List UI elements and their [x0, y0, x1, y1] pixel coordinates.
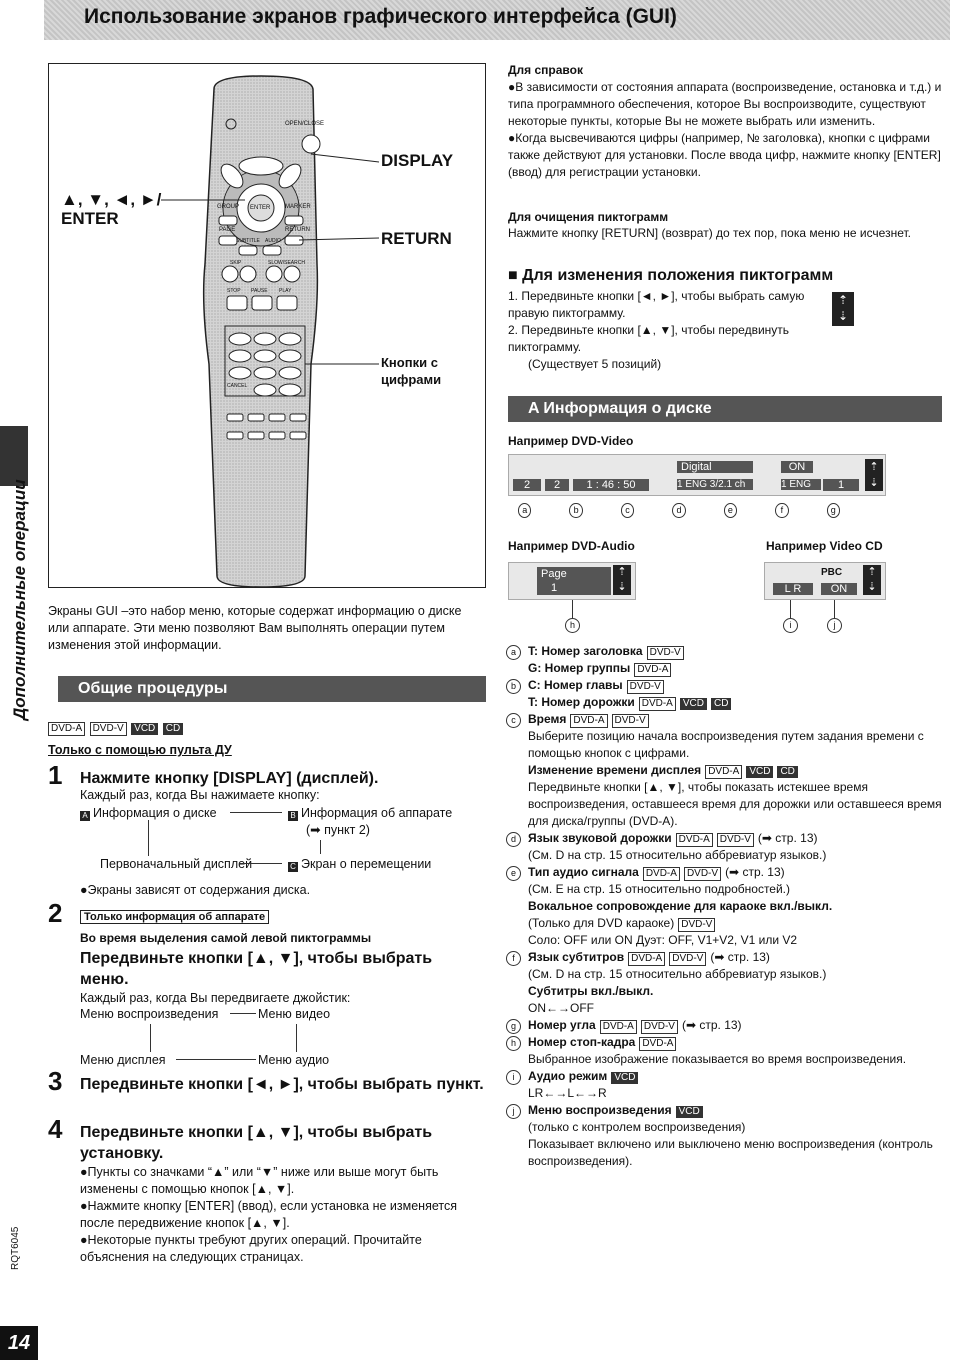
item-line: (См. D на стр. 15 относительно аббревиатур языков.) [528, 848, 827, 862]
badge: DVD-A [639, 1037, 676, 1051]
arrow-line [176, 1059, 256, 1060]
item-line: Язык звуковой дорожки DVD-A DVD-V (➡ стр. 13) [528, 831, 818, 845]
badge: DVD-A [570, 714, 607, 728]
item-mark: c [506, 713, 521, 728]
enter-callout: ENTER [61, 209, 119, 228]
item-mark: e [506, 866, 521, 881]
step-2-each: Каждый раз, когда Вы передвигаете джойстик: [80, 991, 351, 1005]
badge: CD [163, 723, 183, 735]
badge: DVD-A [600, 1020, 637, 1034]
remote-only-note: Только с помощью пульта ДУ [48, 743, 232, 757]
badge: DVD-V [90, 722, 127, 736]
badge: VCD [676, 1106, 703, 1118]
arrow-line [296, 1024, 297, 1052]
callout: j [827, 618, 842, 633]
item-line: Тип аудио сигнала DVD-A DVD-V (➡ стр. 13) [528, 865, 785, 879]
cycle-initial: Первоначальный дисплей [100, 857, 253, 871]
label-b-icon: B [288, 811, 298, 821]
osd-dvdv [508, 454, 886, 496]
step-1-title: Нажмите кнопку [DISPLAY] (дисплей). [80, 770, 379, 787]
badge: DVD-A [628, 952, 665, 966]
step-3-number: 3 [48, 1066, 63, 1096]
remote-audio-label: AUDIO [265, 238, 281, 244]
callout: d [672, 503, 685, 518]
badge: CD [777, 766, 797, 778]
item-h [506, 1034, 942, 1068]
item-c [506, 711, 942, 830]
page-number: 14 [0, 1326, 38, 1360]
item-g [506, 1017, 942, 1034]
remote-group-label: GROUP [217, 204, 240, 210]
move-step: 2. Передвиньте кнопки [▲, ▼], чтобы передвинуть пиктограмму. [508, 323, 790, 354]
badge: DVD-V [641, 1020, 678, 1034]
arrow-line [150, 1024, 151, 1052]
badge: VCD [746, 766, 773, 778]
reference-heading: Для справок [508, 63, 583, 77]
item-line: (См. D на стр. 15 относительно аббревиатур языков.) [528, 967, 827, 981]
item-line: Вокальное сопровождение для караоке вкл./выкл. [528, 899, 833, 913]
disc-info-items [506, 643, 942, 1170]
cycle-navigation: C Экран о перемещении [288, 856, 431, 873]
side-tab-marker [0, 426, 28, 486]
remote-stop-label: STOP [227, 288, 241, 294]
item-mark: a [506, 645, 521, 660]
remote-marker-label: MARKER [285, 204, 311, 210]
example-dvdv: Например DVD-Video [508, 434, 634, 448]
label-a-icon: A [80, 811, 90, 821]
item-line: Язык субтитров DVD-A DVD-V (➡ стр. 13) [528, 950, 770, 964]
osd-pbc-label: PBC [821, 567, 843, 578]
arrows-callout: ▲, ▼, ◄, ►/ [61, 190, 162, 209]
badge: DVD-A [639, 697, 676, 711]
osd-pbc-state: ON [821, 583, 857, 595]
return-callout: RETURN [381, 229, 452, 248]
item-line: Передвиньте кнопки [▲, ▼], чтобы показать истекшее время воспроизведения, оставшееся время для дорожки или оставшееся время для диска/группы (DVD-A). [528, 780, 942, 828]
badge: DVD-A [643, 867, 680, 881]
arrow-line [230, 812, 282, 813]
remote-cancel-label: CANCEL [227, 383, 248, 389]
step-1-note: ●Экраны зависят от содержания диска. [80, 883, 311, 897]
badge: DVD-V [678, 918, 715, 932]
reference-bullet: ●Когда высвечиваются цифры (например, № заголовка), кнопки с цифрами также действуют для установки. После ввода цифр, нажмите кнопку [ENTER] (ввод) для регистрации установки. [508, 131, 941, 179]
badge: DVD-A [634, 663, 671, 677]
osd-dvda [508, 562, 636, 600]
arrow-line [240, 863, 282, 864]
item-a [506, 643, 942, 677]
osd-angle: 1 [823, 479, 859, 491]
callout: g [827, 503, 840, 518]
osd-callouts [518, 503, 848, 518]
step-4-bullets [80, 1164, 484, 1266]
item-line: LR←→L←→R [528, 1086, 607, 1100]
step-4-title: Передвиньте кнопки [▲, ▼], чтобы выбрать установку. [80, 1124, 433, 1162]
callout-line [790, 600, 791, 618]
badge: VCD [131, 723, 158, 735]
move-steps [508, 288, 808, 373]
osd-vcd [764, 562, 886, 600]
clear-heading: Для очищения пиктограмм [508, 210, 669, 224]
clear-text: Нажмите кнопку [RETURN] (возврат) до тех пор, пока меню не исчезнет. [508, 226, 911, 240]
disc-info-header: A Информация о диске [508, 396, 942, 422]
badge: CD [711, 698, 731, 710]
badge: DVD-A [705, 765, 742, 779]
remote-figure [48, 63, 486, 588]
step-2-box: Только информация об аппарате [80, 910, 269, 924]
page-title-bar [44, 0, 950, 40]
badge: DVD-V [684, 867, 721, 881]
item-line: (См. E на стр. 15 относительно подробностей.) [528, 882, 791, 896]
item-line: T: Номер дорожки DVD-A VCD CD [528, 694, 942, 711]
item-line: Субтитры вкл./выкл. [528, 984, 654, 998]
step-1-sub: Каждый раз, когда Вы нажимаете кнопку: [80, 788, 320, 802]
item-line: T: Номер заголовка DVD-V [528, 643, 942, 660]
remote-play-label: PLAY [279, 288, 292, 294]
doc-code: RQT6045 [10, 1226, 21, 1270]
menu-play: Меню воспроизведения [80, 1007, 219, 1021]
step-4-number: 4 [48, 1114, 63, 1144]
item-line: Номер стоп-кадра DVD-A [528, 1034, 942, 1051]
cycle-device-info: B Информация об аппарате [288, 805, 452, 822]
badge: DVD-V [717, 833, 754, 847]
osd-subtitle-on: ON [781, 461, 813, 473]
item-line: Соло: OFF или ON Дуэт: OFF, V1+V2, V1 или V2 [528, 933, 798, 947]
osd-time: 1 : 46 : 50 [573, 479, 649, 491]
item-line: C: Номер главы DVD-V [528, 677, 942, 694]
remote-return-label: RETURN [285, 227, 310, 233]
callout: a [518, 503, 531, 518]
badge: VCD [680, 698, 707, 710]
item-line: (только с контролем воспроизведения) [528, 1120, 746, 1134]
remote-illustration [49, 64, 485, 587]
item-d [506, 830, 942, 864]
item-line: Изменение времени дисплея DVD-A VCD CD [528, 762, 942, 779]
callout-line [572, 600, 573, 618]
item-mark: g [506, 1019, 521, 1034]
item-j [506, 1102, 942, 1170]
remote-skip-label: SKIP [230, 260, 242, 266]
step-3-title: Передвиньте кнопки [◄, ►], чтобы выбрать пункт. [80, 1076, 484, 1093]
badge: DVD-A [676, 833, 713, 847]
remote-subtitle-label: SUBTITLE [236, 238, 260, 244]
arrow-line [320, 840, 321, 854]
osd-move-icon: ⇡ ⇣ [863, 565, 881, 595]
menu-display: Меню дисплея [80, 1053, 166, 1067]
item-b [506, 677, 942, 711]
remote-page-label: PAGE [219, 227, 236, 233]
item-line: Выберите позицию начала воспроизведения путем задания времени с помощью кнопок с цифрами. [528, 729, 924, 760]
item-line: Номер угла DVD-A DVD-V (➡ стр. 13) [528, 1018, 742, 1032]
example-dvda: Например DVD-Audio [508, 539, 635, 553]
arrow-line [230, 1013, 256, 1014]
move-step: (Существует 5 позиций) [528, 357, 662, 371]
osd-title-number: 2 [513, 479, 541, 491]
badge: DVD-V [647, 646, 684, 660]
step-4-bullet: ●Некоторые пункты требуют других операций. Прочитайте объяснения на следующих страницах. [80, 1233, 422, 1264]
reference-bullets [508, 79, 942, 181]
move-heading: ■ Для изменения положения пиктограмм [508, 267, 834, 284]
menu-video: Меню видео [258, 1007, 331, 1021]
step-4-bullet: ●Пункты со значками “▲” или “▼” ниже или выше могут быть изменены с помощью кнопок [▲, ▼]. [80, 1165, 439, 1196]
arrow-line [148, 820, 149, 856]
item-mark: j [506, 1104, 521, 1119]
move-step: 1. Передвиньте кнопки [◄, ►], чтобы выбрать самую правую пиктограмму. [508, 289, 805, 320]
item-mark: b [506, 679, 521, 694]
item-mark: f [506, 951, 521, 966]
osd-digital: Digital [677, 461, 753, 473]
position-icon: ⇡ ⇣ [832, 292, 854, 326]
remote-pause-label: PAUSE [251, 288, 268, 294]
badge: DVD-V [669, 952, 706, 966]
item-line: Время DVD-A DVD-V [528, 711, 942, 728]
general-badges [48, 718, 183, 736]
item-line: Выбранное изображение показывается во время воспроизведения. [528, 1052, 907, 1066]
osd-move-icon: ⇡ ⇣ [613, 565, 631, 595]
item-mark: h [506, 1036, 521, 1051]
step-1-number: 1 [48, 760, 63, 790]
item-line: ON←→OFF [528, 1001, 594, 1015]
page-title: Использование экранов графического интерфейса (GUI) [84, 5, 677, 28]
osd-audio-mode: L R [773, 583, 813, 595]
remote-enter-label: ENTER [250, 205, 271, 211]
item-line: Показывает включено или выключено меню воспроизведения (контроль воспроизведения). [528, 1137, 933, 1168]
step-4-bullet: ●Нажмите кнопку [ENTER] (ввод), если установка не изменяется после передвижение кнопок [▲, ▼]. [80, 1199, 457, 1230]
item-line: (Только для DVD караоке) DVD-V [528, 915, 942, 932]
callout-line [834, 600, 835, 618]
item-mark: i [506, 1070, 521, 1085]
osd-subtitle: 1 ENG [781, 479, 821, 490]
item-e [506, 864, 942, 949]
step-2-sub: Во время выделения самой левой пиктограммы [80, 931, 372, 945]
callout: c [621, 503, 634, 518]
numeric-callout: Кнопки с цифрами [381, 355, 442, 387]
menu-audio: Меню аудио [258, 1053, 330, 1067]
step-2-title: Передвиньте кнопки [▲, ▼], чтобы выбрать меню. [80, 950, 433, 988]
callout: f [775, 503, 788, 518]
callout: e [724, 503, 737, 518]
display-callout: DISPLAY [381, 151, 454, 170]
item-i [506, 1068, 942, 1102]
side-tab-text: Дополнительные операции [10, 479, 29, 720]
callout: i [783, 618, 798, 633]
callout: h [565, 618, 580, 633]
remote-openclose-label: OPEN/CLOSE [285, 121, 325, 127]
badge: VCD [611, 1072, 638, 1084]
intro-text: Экраны GUI –это набор меню, которые содержат информацию о диске или аппарате. Эти меню позволяют Вам выполнять операции путем изменения этой информации. [48, 604, 462, 652]
osd-audio: 1 ENG 3/2.1 ch [677, 479, 753, 490]
step-2-number: 2 [48, 898, 63, 928]
badge: DVD-V [612, 714, 649, 728]
item-f [506, 949, 942, 1017]
osd-move-icon: ⇡ ⇣ [865, 459, 883, 491]
item-line: G: Номер группы DVD-A [528, 660, 942, 677]
item-line: Аудио режим VCD [528, 1068, 942, 1085]
osd-page: Page 1 [537, 567, 611, 595]
item-mark: d [506, 832, 521, 847]
reference-bullet: ●В зависимости от состояния аппарата (воспроизведение, остановка и т.д.) и типа программного обеспечения, которое Вы воспроизводите, существуют некоторые пункты, которые Вы не можете выбрать или изменить. [508, 80, 942, 128]
callout: b [569, 503, 582, 518]
cycle-disc-info: A Информация о диске [80, 805, 217, 822]
badge: DVD-A [48, 722, 85, 736]
item-line: Меню воспроизведения VCD [528, 1102, 942, 1119]
cycle-device-note: (➡ пункт 2) [306, 823, 370, 837]
example-vcd: Например Video CD [766, 539, 883, 553]
remote-slowsearch-label: SLOW/SEARCH [268, 260, 305, 266]
label-c-icon: C [288, 862, 298, 872]
osd-chapter-number: 2 [545, 479, 569, 491]
badge: DVD-V [627, 680, 664, 694]
general-header: Общие процедуры [58, 676, 486, 702]
